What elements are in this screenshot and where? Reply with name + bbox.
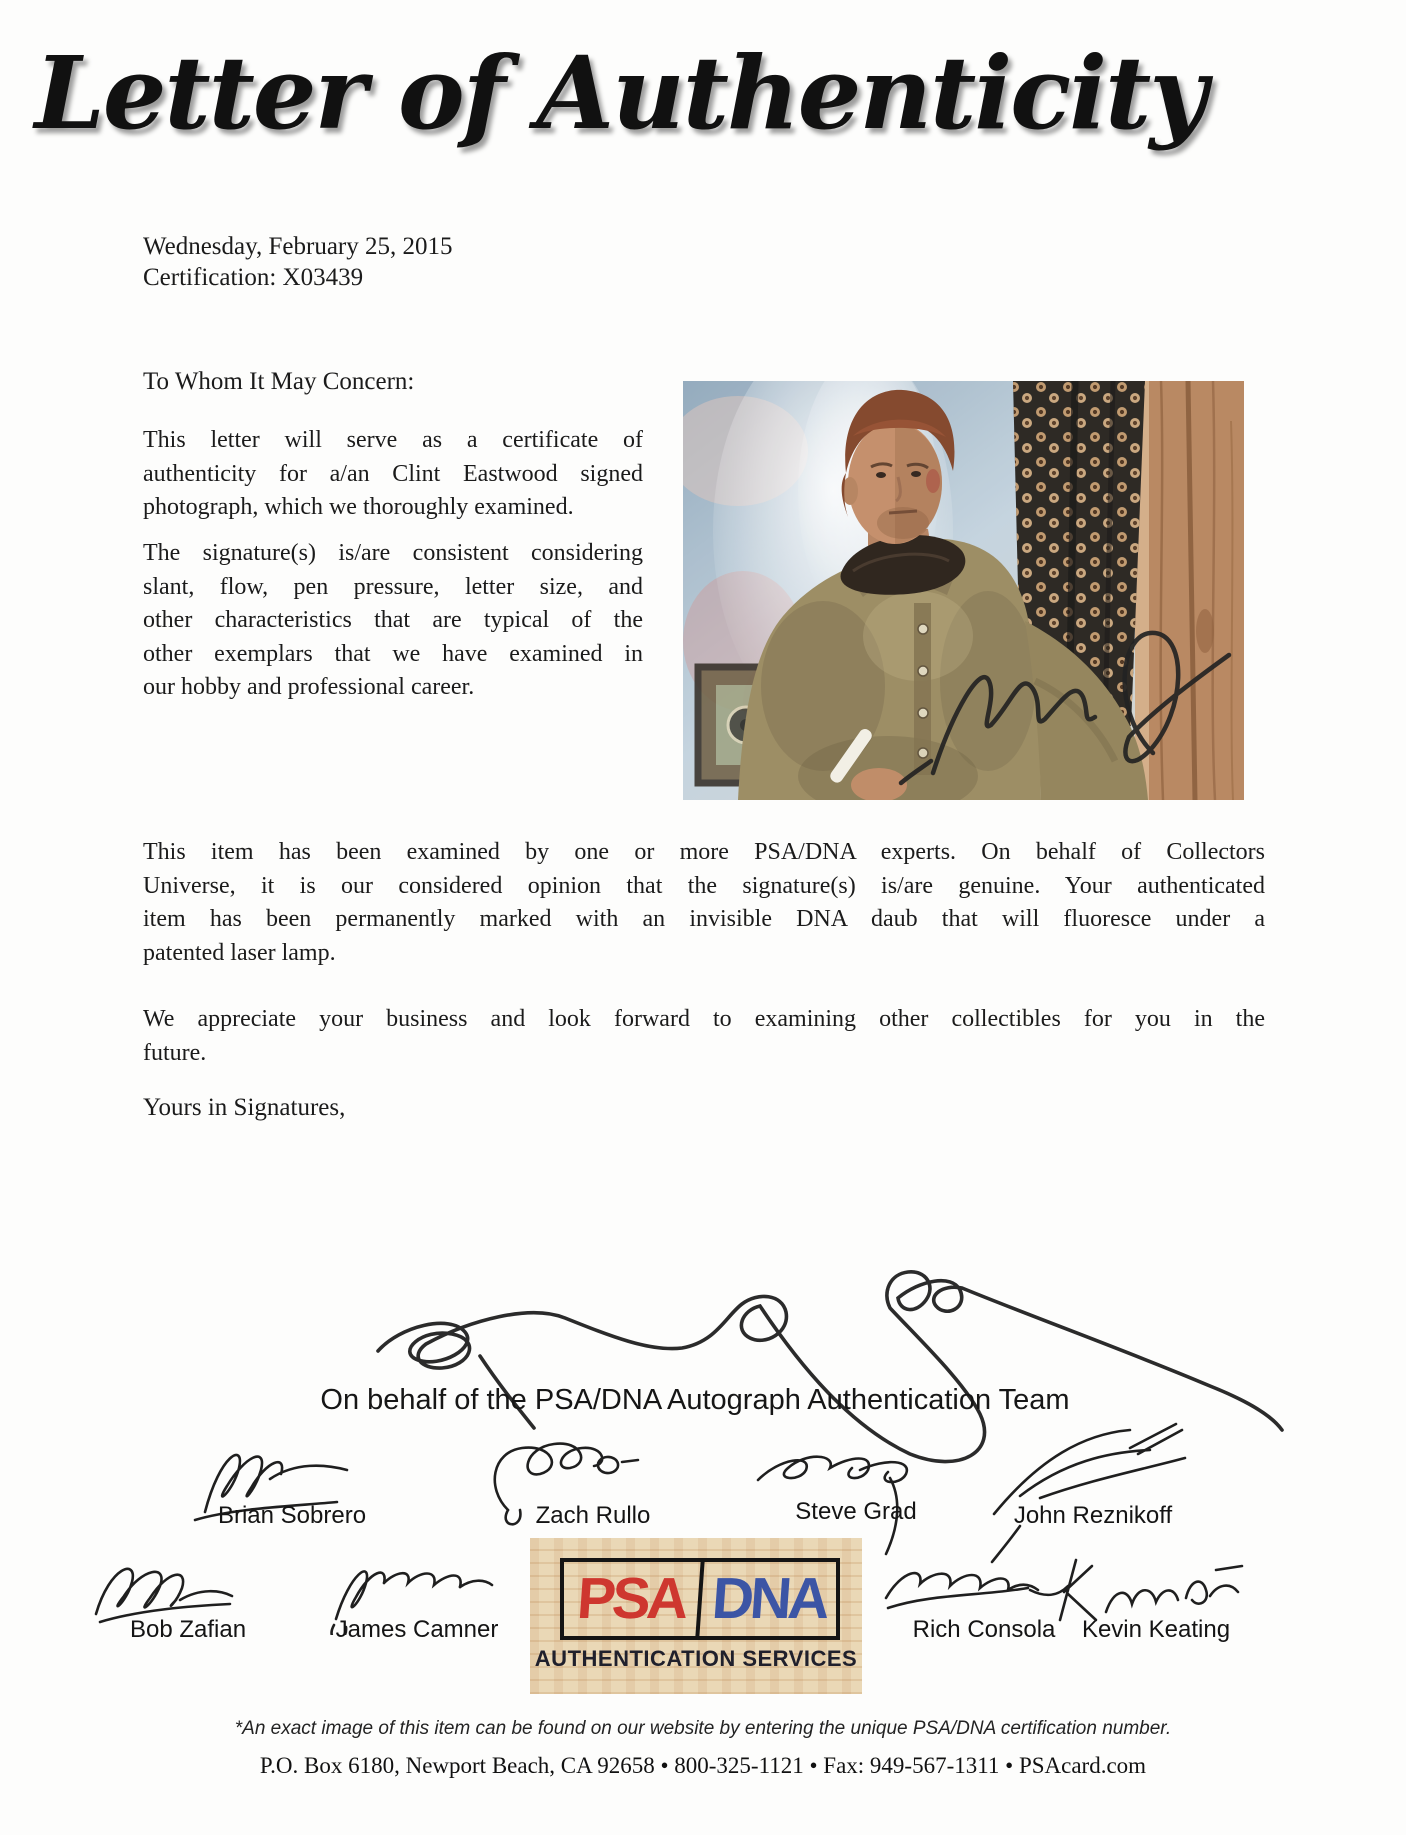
paragraph-line: We appreciate your business and look forward to examining other collectibles for you in the [143,1006,1265,1032]
dna-wordmark: DNA [709,1566,829,1631]
signed-photograph [683,381,1244,800]
salutation: To Whom It May Concern: [143,368,415,395]
signer-name: Rich Consola [912,1616,1056,1643]
certification-number: Certification: X03439 [143,264,364,291]
paragraph-line: photograph, which we thoroughly examined. [143,494,574,520]
paragraph-line: slant, flow, pen pressure, letter size, and [143,573,643,600]
paragraph-line: patented laser lamp. [143,939,336,966]
signer-name: Brian Sobrero [217,1502,367,1529]
signed-photo-art [683,381,1244,800]
signer-name: Steve Grad [795,1498,917,1525]
paragraph-line: future. [143,1039,207,1066]
closing-line: Yours in Signatures, [143,1094,346,1121]
paragraph-signature-analysis [143,537,643,705]
footnote: *An exact image of this item can be found on our website by entering the unique PSA/DNA certification number. [234,1718,1172,1739]
address-line: P.O. Box 6180, Newport Beach, CA 92658 • 800-325-1121 • Fax: 949-567-1311 • PSAcard.com [259,1753,1147,1778]
paragraph-line: item has been permanently marked with an invisible DNA daub that will fluoresce under a [143,906,1265,932]
signer-name: Bob Zafian [129,1616,247,1643]
signer-name: John Reznikoff [1013,1502,1173,1529]
psa-dna-logo [530,1538,862,1694]
paragraph-line: our hobby and professional career. [143,674,475,700]
paragraph-line: other characteristics that are typical of the [143,607,643,633]
letter-date: Wednesday, February 25, 2015 [143,233,453,260]
paragraph-line: This letter will serve as a certificate of [143,427,643,453]
paragraph-line: other exemplars that we have examined in [143,640,643,667]
psa-dna-logo-box [560,1558,840,1640]
signer-name: James Camner [335,1616,499,1643]
paragraph-thanks [143,1003,1265,1070]
psa-wordmark: PSA [561,1562,704,1636]
paragraph-certificate [143,424,643,525]
page-title: Letter of Authenticity [34,34,1206,152]
paragraph-experts [143,836,1265,970]
paragraph-line: Universe, it is our considered opinion that the signature(s) is/are genuine. Your authenticated [143,872,1265,899]
authentication-services-label: AUTHENTICATION SERVICES [534,1646,858,1671]
signer-name: Kevin Keating [1081,1616,1231,1643]
paragraph-line: This item has been examined by one or more PSA/DNA experts. On behalf of Collectors [143,839,1265,865]
paragraph-line: The signature(s) is/are consistent considering [143,540,643,566]
paragraph-line: authenticity for a/an Clint Eastwood signed [143,460,643,487]
team-attestation-line: On behalf of the PSA/DNA Autograph Authentication Team [320,1384,1070,1416]
signer-name: Zach Rullo [535,1502,651,1529]
